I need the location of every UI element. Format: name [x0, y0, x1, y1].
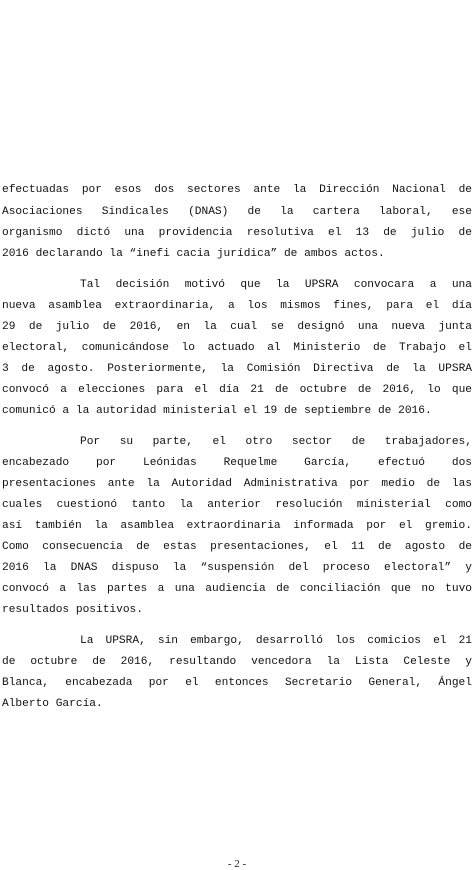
text-line: así también la asamblea extraordinaria informada por el gremio.: [2, 520, 472, 532]
text-line: cuales cuestionó tanto la anterior resolución ministerial como: [2, 499, 472, 511]
text-line: presentaciones ante la Autoridad Administrativa por medio de las: [2, 478, 472, 490]
text-line: electoral, comunicándose lo actuado al Ministerio de Trabajo el: [2, 342, 472, 354]
text-line: Tal decisión motivó que la UPSRA convocara a una: [80, 279, 472, 291]
text-line: 2016 declarando la “inefi cacia jurídica” de ambos actos.: [2, 248, 385, 260]
text-line: Asociaciones Sindicales (DNAS) de la cartera laboral, ese: [2, 206, 472, 218]
text-line: convocó a las partes a una audiencia de conciliación que no tuvo: [2, 583, 472, 595]
text-line: 3 de agosto. Posteriormente, la Comisión Directiva de la UPSRA: [2, 363, 472, 375]
text-line: de octubre de 2016, resultando vencedora la Lista Celeste y: [2, 656, 472, 668]
text-line: comunicó a la autoridad ministerial el 19 de septiembre de 2016.: [2, 405, 432, 417]
text-line: 2016 la DNAS dispuso la “suspensión del proceso electoral” y: [2, 562, 472, 574]
text-line: Por su parte, el otro sector de trabajadores,: [80, 436, 472, 448]
text-line: organismo dictó una providencia resolutiva el 13 de julio de: [2, 227, 472, 239]
text-line: nueva asamblea extraordinaria, a los mismos fines, para el día: [2, 300, 472, 312]
text-line: encabezado por Leónidas Requelme García, efectuó dos: [2, 457, 472, 469]
text-line: Blanca, encabezada por el entonces Secretario General, Ángel: [2, 677, 472, 689]
text-line: La UPSRA, sin embargo, desarrolló los comicios el 21: [80, 635, 472, 647]
page-number: - 2 -: [227, 858, 247, 870]
text-line: Como consecuencia de estas presentaciones, el 11 de agosto de: [2, 541, 472, 553]
text-line: Alberto García.: [2, 698, 103, 710]
text-line: 29 de julio de 2016, en la cual se designó una nueva junta: [2, 321, 472, 333]
text-line: efectuadas por esos dos sectores ante la Dirección Nacional de: [2, 184, 472, 196]
text-line: convocó a elecciones para el día 21 de octubre de 2016, lo que: [2, 384, 472, 396]
text-line: resultados positivos.: [2, 604, 143, 616]
